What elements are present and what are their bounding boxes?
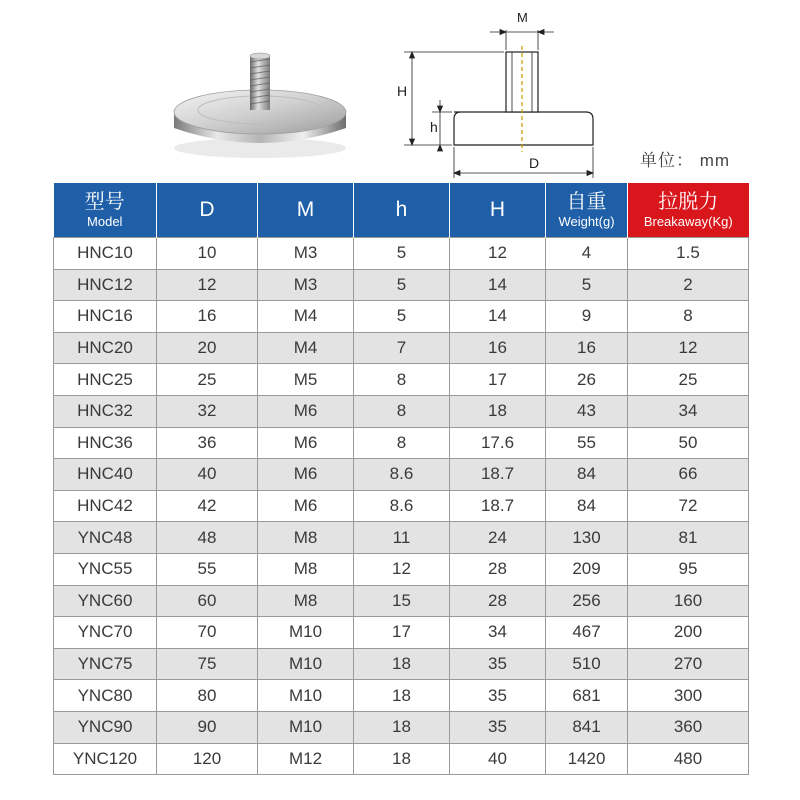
table-cell: 5 xyxy=(354,301,450,333)
table-cell: M3 xyxy=(258,238,354,270)
table-cell: 26 xyxy=(546,364,628,396)
table-cell: 25 xyxy=(157,364,258,396)
table-cell: YNC70 xyxy=(54,617,157,649)
table-cell: 5 xyxy=(546,269,628,301)
table-cell: YNC120 xyxy=(54,743,157,775)
table-row xyxy=(54,522,749,554)
table-cell: 50 xyxy=(628,427,749,459)
table-cell: 66 xyxy=(628,459,749,491)
table-cell: 90 xyxy=(157,711,258,743)
table-row xyxy=(54,617,749,649)
table-cell: 42 xyxy=(157,490,258,522)
table-cell: YNC80 xyxy=(54,680,157,712)
table-cell: 81 xyxy=(628,522,749,554)
header-model: 型号 Model xyxy=(54,183,157,238)
table-cell: 1420 xyxy=(546,743,628,775)
header-weight: 自重 Weight(g) xyxy=(546,183,628,238)
table-row xyxy=(54,332,749,364)
table-cell: 18.7 xyxy=(450,459,546,491)
table-cell: 17.6 xyxy=(450,427,546,459)
table-cell: M12 xyxy=(258,743,354,775)
table-cell: HNC32 xyxy=(54,395,157,427)
header-big-h: H xyxy=(450,183,546,238)
table-cell: 12 xyxy=(450,238,546,270)
table-row xyxy=(54,743,749,775)
table-cell: 60 xyxy=(157,585,258,617)
table-cell: 270 xyxy=(628,648,749,680)
table-cell: 25 xyxy=(628,364,749,396)
table-cell: 9 xyxy=(546,301,628,333)
table-cell: 10 xyxy=(157,238,258,270)
table-cell: HNC36 xyxy=(54,427,157,459)
table-cell: 17 xyxy=(450,364,546,396)
diagram-label-m: M xyxy=(517,10,528,25)
table-cell: 32 xyxy=(157,395,258,427)
table-cell: 8 xyxy=(354,364,450,396)
table-cell: HNC25 xyxy=(54,364,157,396)
table-cell: 681 xyxy=(546,680,628,712)
table-cell: 15 xyxy=(354,585,450,617)
table-cell: 84 xyxy=(546,459,628,491)
table-cell: 209 xyxy=(546,553,628,585)
table-cell: 18 xyxy=(354,680,450,712)
table-cell: M10 xyxy=(258,617,354,649)
table-row xyxy=(54,553,749,585)
table-cell: 1.5 xyxy=(628,238,749,270)
table-cell: HNC42 xyxy=(54,490,157,522)
table-cell: M8 xyxy=(258,585,354,617)
table-cell: HNC40 xyxy=(54,459,157,491)
table-row xyxy=(54,301,749,333)
table-cell: 467 xyxy=(546,617,628,649)
table-cell: HNC10 xyxy=(54,238,157,270)
table-cell: 34 xyxy=(450,617,546,649)
table-cell: 36 xyxy=(157,427,258,459)
table-cell: 72 xyxy=(628,490,749,522)
table-cell: 40 xyxy=(450,743,546,775)
table-cell: 14 xyxy=(450,301,546,333)
diagram-label-big-h: H xyxy=(397,83,408,99)
table-row xyxy=(54,585,749,617)
table-cell: 24 xyxy=(450,522,546,554)
table-cell: 5 xyxy=(354,238,450,270)
table-cell: 40 xyxy=(157,459,258,491)
table-cell: 841 xyxy=(546,711,628,743)
table-cell: 16 xyxy=(450,332,546,364)
table-cell: 256 xyxy=(546,585,628,617)
diagram-label-d: D xyxy=(529,155,540,171)
table-cell: 8 xyxy=(354,427,450,459)
table-cell: 34 xyxy=(628,395,749,427)
table-row xyxy=(54,364,749,396)
table-cell: 18 xyxy=(450,395,546,427)
header-d: D xyxy=(157,183,258,238)
table-row xyxy=(54,490,749,522)
table-row xyxy=(54,269,749,301)
table-body xyxy=(54,238,749,775)
table-cell: 160 xyxy=(628,585,749,617)
table-cell: HNC20 xyxy=(54,332,157,364)
table-cell: 28 xyxy=(450,585,546,617)
table-cell: 200 xyxy=(628,617,749,649)
dimension-diagram xyxy=(390,0,610,180)
table-cell: 28 xyxy=(450,553,546,585)
table-cell: YNC48 xyxy=(54,522,157,554)
table-cell: 84 xyxy=(546,490,628,522)
table-cell: 80 xyxy=(157,680,258,712)
table-cell: HNC16 xyxy=(54,301,157,333)
table-cell: M10 xyxy=(258,680,354,712)
table-cell: 130 xyxy=(546,522,628,554)
table-cell: YNC60 xyxy=(54,585,157,617)
table-row xyxy=(54,427,749,459)
header-small-h: h xyxy=(354,183,450,238)
magnet-product-photo xyxy=(160,40,360,160)
table-cell: 14 xyxy=(450,269,546,301)
table-cell: 18 xyxy=(354,648,450,680)
table-cell: M10 xyxy=(258,648,354,680)
table-row xyxy=(54,711,749,743)
header-breakaway: 拉脱力 Breakaway(Kg) xyxy=(628,183,749,238)
table-cell: YNC55 xyxy=(54,553,157,585)
spec-table xyxy=(53,183,749,775)
table-cell: 480 xyxy=(628,743,749,775)
table-cell: 16 xyxy=(157,301,258,333)
table-cell: 120 xyxy=(157,743,258,775)
table-cell: M4 xyxy=(258,301,354,333)
header-m: M xyxy=(258,183,354,238)
table-cell: M6 xyxy=(258,395,354,427)
table-cell: YNC90 xyxy=(54,711,157,743)
table-cell: 5 xyxy=(354,269,450,301)
table-cell: 55 xyxy=(546,427,628,459)
table-cell: 18 xyxy=(354,743,450,775)
table-cell: HNC12 xyxy=(54,269,157,301)
table-cell: 18.7 xyxy=(450,490,546,522)
table-cell: 300 xyxy=(628,680,749,712)
table-cell: M6 xyxy=(258,427,354,459)
table-cell: 95 xyxy=(628,553,749,585)
table-cell: 43 xyxy=(546,395,628,427)
table-cell: 7 xyxy=(354,332,450,364)
diagram-label-small-h: h xyxy=(430,119,438,135)
table-cell: 48 xyxy=(157,522,258,554)
table-row xyxy=(54,680,749,712)
table-cell: M8 xyxy=(258,553,354,585)
table-cell: 11 xyxy=(354,522,450,554)
table-cell: M4 xyxy=(258,332,354,364)
table-row xyxy=(54,238,749,270)
unit-note: 单位： mm xyxy=(640,151,731,170)
table-cell: 18 xyxy=(354,711,450,743)
table-cell: 360 xyxy=(628,711,749,743)
table-cell: M6 xyxy=(258,490,354,522)
table-cell: M6 xyxy=(258,459,354,491)
table-row xyxy=(54,395,749,427)
table-cell: M5 xyxy=(258,364,354,396)
table-row xyxy=(54,459,749,491)
table-cell: 12 xyxy=(628,332,749,364)
table-cell: 8.6 xyxy=(354,490,450,522)
table-cell: 35 xyxy=(450,711,546,743)
table-cell: YNC75 xyxy=(54,648,157,680)
table-cell: 55 xyxy=(157,553,258,585)
table-cell: 75 xyxy=(157,648,258,680)
table-cell: 12 xyxy=(354,553,450,585)
table-cell: 35 xyxy=(450,680,546,712)
table-cell: 8.6 xyxy=(354,459,450,491)
table-cell: 8 xyxy=(354,395,450,427)
table-row xyxy=(54,648,749,680)
table-cell: 4 xyxy=(546,238,628,270)
table-cell: 17 xyxy=(354,617,450,649)
table-cell: 70 xyxy=(157,617,258,649)
table-cell: 16 xyxy=(546,332,628,364)
table-cell: 8 xyxy=(628,301,749,333)
table-cell: 2 xyxy=(628,269,749,301)
table-cell: M10 xyxy=(258,711,354,743)
table-cell: M8 xyxy=(258,522,354,554)
table-cell: 35 xyxy=(450,648,546,680)
table-cell: M3 xyxy=(258,269,354,301)
table-header-row xyxy=(54,183,749,238)
table-cell: 12 xyxy=(157,269,258,301)
table-cell: 20 xyxy=(157,332,258,364)
table-cell: 510 xyxy=(546,648,628,680)
